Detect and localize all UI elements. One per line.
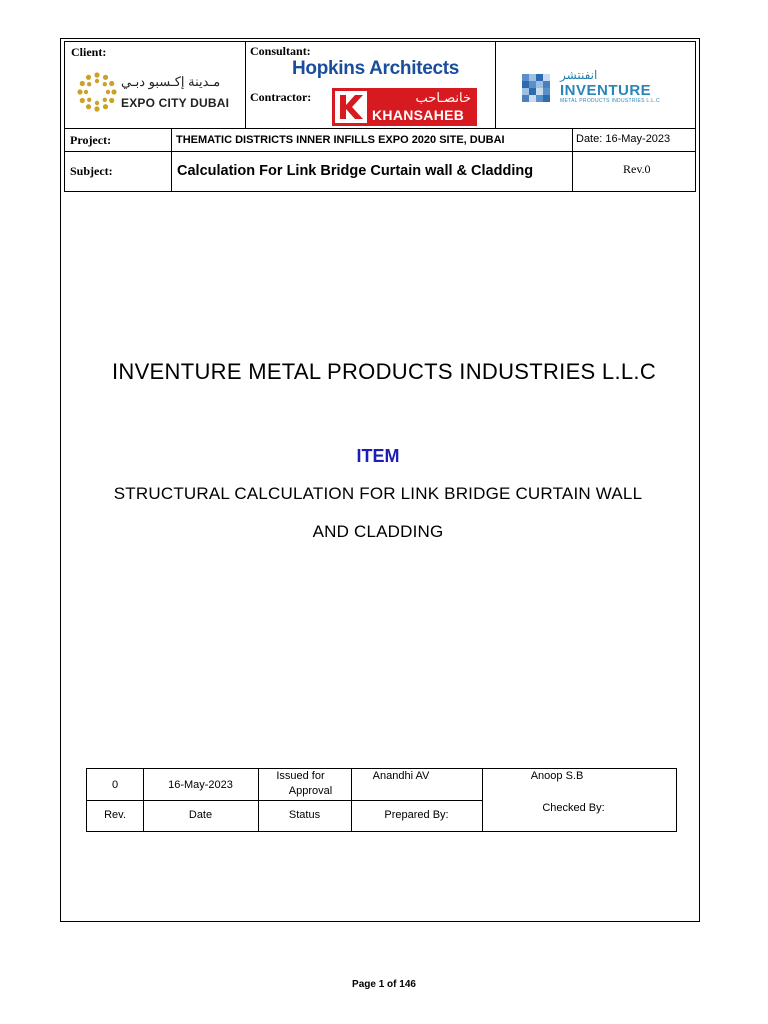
row-rev: 0 <box>111 779 119 791</box>
row-prepared-by: Anandhi AV <box>372 770 430 782</box>
subject-value: Calculation For Link Bridge Curtain wall & Cladding <box>177 163 534 179</box>
item-heading: ITEM <box>356 446 400 466</box>
inventure-logo-sub: METAL PRODUCTS INDUSTRIES L.L.C <box>560 98 660 104</box>
expo-city-logo-icon <box>77 72 117 112</box>
description-line-1: STRUCTURAL CALCULATION FOR LINK BRIDGE CURTAIN WALL <box>113 484 643 503</box>
project-value: THEMATIC DISTRICTS INNER INFILLS EXPO 2020 SITE, DUBAI <box>176 134 505 146</box>
contractor-label: Contractor: <box>250 90 312 104</box>
project-label-cell <box>64 128 172 152</box>
row-date: 16-May-2023 <box>168 779 233 791</box>
project-label: Project: <box>70 133 112 147</box>
header-checked-by: Checked By: <box>542 802 605 814</box>
consultant-cell <box>245 41 496 129</box>
header-rev: Rev. <box>104 809 126 821</box>
revision-value: Rev.0 <box>623 162 651 176</box>
header-prepared-by: Prepared By: <box>384 809 449 821</box>
inventure-logo-name: INVENTURE <box>560 82 652 99</box>
company-title: INVENTURE METAL PRODUCTS INDUSTRIES L.L.C <box>111 359 657 384</box>
revision-table <box>86 768 677 832</box>
khansaheb-arabic: خانصـاحب <box>415 90 471 105</box>
client-cell <box>64 41 246 129</box>
subject-label: Subject: <box>70 164 113 178</box>
document-header <box>64 41 696 192</box>
khansaheb-logo <box>332 88 477 126</box>
expo-logo-name: EXPO CITY DUBAI <box>121 96 230 110</box>
inventure-mosaic-icon <box>522 74 552 102</box>
subject-label-cell <box>64 151 172 192</box>
document-date: Date: 16-May-2023 <box>576 133 671 145</box>
row-checked-by: Anoop S.B <box>530 770 584 782</box>
khansaheb-name: KHANSAHEB <box>372 107 465 123</box>
description-line-2: AND CLADDING <box>312 522 444 541</box>
page-number: Page 1 of 146 <box>352 979 416 990</box>
header-status: Status <box>288 809 321 821</box>
khansaheb-k-icon <box>335 91 367 123</box>
company-logo-cell <box>495 41 696 129</box>
inventure-logo-arabic: انفنتشر <box>560 68 598 82</box>
row-status-line-2: Approval <box>288 785 333 797</box>
client-label: Client: <box>71 45 107 59</box>
consultant-label: Consultant: <box>250 44 311 58</box>
project-value-cell <box>171 128 573 152</box>
expo-logo-arabic: مـدينة إكـسبو دبـي <box>121 74 221 89</box>
revision-cell <box>572 151 696 192</box>
date-cell <box>572 128 696 152</box>
row-status-line-1: Issued for <box>276 770 325 782</box>
header-date: Date <box>188 809 213 821</box>
table-row-divider <box>87 800 482 801</box>
subject-value-cell <box>171 151 573 192</box>
consultant-name: Hopkins Architects <box>292 58 460 79</box>
